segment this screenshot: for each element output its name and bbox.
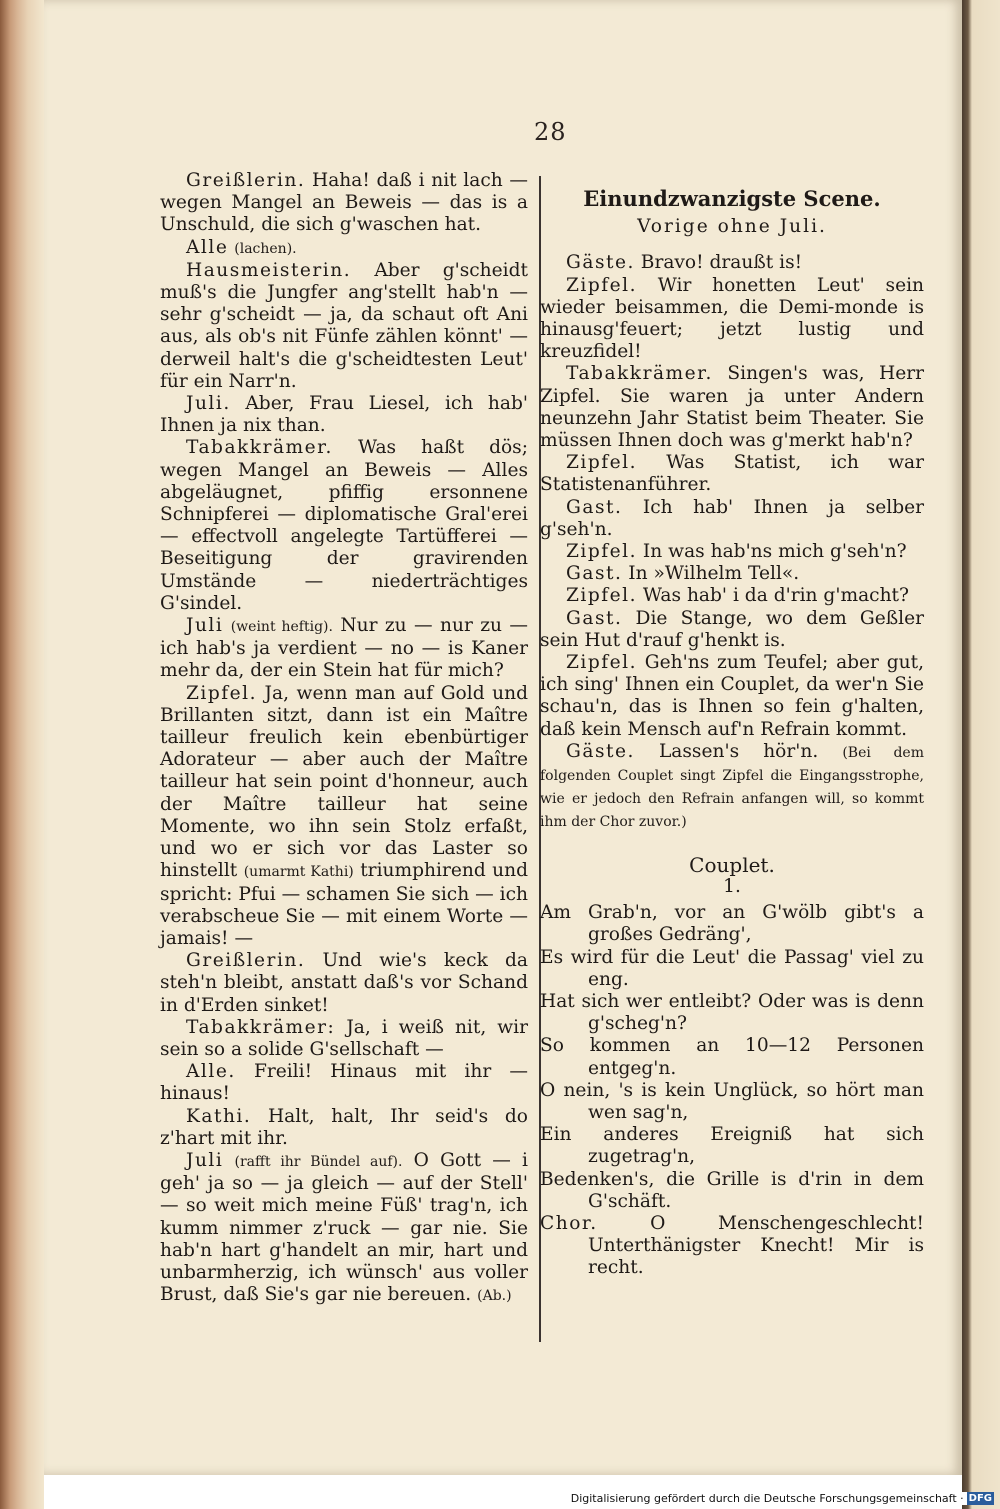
page-number: 28: [534, 118, 567, 146]
chorus-line: [540, 1213, 924, 1280]
dialogue-line: [540, 652, 924, 741]
verse-line: Am Grab'n, vor an G'wölb gibt's a großes Gedräng',: [540, 902, 924, 946]
dialogue-line: [540, 252, 924, 274]
speaker-name: Hausmeisterin.: [186, 259, 352, 281]
speaker-name: Gäste.: [566, 252, 635, 274]
dialogue-line: [160, 170, 528, 237]
speaker-name: Greißlerin.: [186, 170, 306, 191]
stage-direction: (Ab.): [477, 1288, 512, 1305]
dialogue-text: Halt, halt, Ihr seid's do z'hart mit ihr.: [160, 1105, 528, 1149]
verse-number: 1.: [723, 875, 741, 897]
dialogue-line: [540, 497, 924, 541]
verse-line: Ein anderes Ereigniß hat sich zugetrag'n,: [540, 1124, 924, 1168]
dialogue-line: [160, 1106, 528, 1150]
dialogue-line: [160, 393, 528, 437]
dialogue-text: Was hab' i da d'rin g'macht?: [637, 585, 909, 607]
speaker-name: Gäste.: [566, 740, 635, 762]
dialogue-text: Freili! Hinaus mit ihr — hinaus!: [160, 1061, 528, 1105]
speaker-name: Juli.: [186, 393, 231, 415]
speaker-name: Tabakkrämer.: [186, 437, 333, 459]
book-edge-left: [0, 0, 44, 1509]
dialogue-line: [160, 260, 528, 393]
dialogue-text: In was hab'ns mich g'seh'n?: [637, 541, 907, 563]
speaker-name: Zipfel.: [186, 682, 258, 704]
stage-direction: (umarmt Kathi): [243, 864, 354, 881]
dialogue-text: Bravo! draußt is!: [634, 252, 803, 274]
dialogue-text: Nur zu — nur zu — ich hab's ja verdient — no — is Kaner mehr da, der ein Stein hat für mich?: [160, 615, 528, 682]
speaker-name: Zipfel.: [566, 652, 638, 674]
dialogue-text: Und wie's keck da steh'n bleibt, anstatt daß's vor Schand in d'Erden sinket!: [160, 950, 528, 1016]
dialogue-line: [540, 452, 924, 496]
dialogue-line: [540, 585, 924, 607]
speaker-name: Greißlerin.: [186, 950, 306, 972]
dialogue-line: [540, 275, 924, 364]
speaker-name: Gast.: [566, 607, 623, 629]
speaker-name: Alle.: [186, 1061, 236, 1083]
speaker-name: Zipfel.: [566, 452, 638, 474]
dialogue-line: [160, 1017, 528, 1061]
dialogue-line: [160, 1150, 528, 1307]
verse-line: So kommen an 10—12 Personen entgeg'n.: [540, 1035, 924, 1079]
verse-line: Hat sich wer entleibt? Oder was is denn g'scheg'n?: [540, 990, 924, 1035]
speaker-name: Alle: [186, 236, 229, 258]
dialogue-text: Haha! daß i nit lach — wegen Mangel an Beweis — das is a Unschuld, die sich g'waschen hat.: [160, 170, 528, 236]
speaker-name: Zipfel.: [566, 274, 638, 296]
dialogue-line: [160, 237, 528, 260]
book-edge-right: [962, 0, 1000, 1509]
dialogue-text: Aber g'scheidt muß's die Jungfer ang'stellt hab'n — sehr g'scheidt — ja, da schaut oft Ani aus, als ob's nit Fünfe zählen könnt' — derweil halt's die g'scheidtesten Leut' für ein Narr'n.: [160, 259, 528, 392]
dialogue-line: [160, 950, 528, 1017]
speaker-name: Tabakkrämer.: [566, 363, 713, 385]
dialogue-line: [160, 1061, 528, 1105]
dialogue-text: Die Stange, wo dem Geßler sein Hut d'rauf g'henkt is.: [540, 607, 924, 651]
speaker-name: Gast.: [566, 496, 623, 518]
dialogue-line: [160, 437, 528, 615]
digitization-footer: [571, 1492, 994, 1505]
cast-line: Vorige ohne Juli.: [637, 216, 827, 238]
verse-line: Bedenken's, die Grille is d'rin in dem G'schäft.: [540, 1168, 924, 1212]
dialogue-text: Was Statist, ich war Statistenanführer.: [540, 452, 924, 496]
dialogue-text: Wir honetten Leut' sein wieder beisammen, die Demi-monde is hinausg'feuert; jetzt lustig und kreuzfidel!: [540, 274, 924, 363]
stage-direction: (lachen).: [234, 240, 297, 257]
dialogue-line: [540, 563, 924, 585]
dialogue-line: [540, 608, 924, 652]
stage-direction: (Bei dem folgenden Couplet singt Zipfel die Eingangsstrophe, wie er jedoch den Refrain anfangen will, so kommt ihm der Chor zuvor.): [540, 744, 924, 831]
speaker-name: Zipfel.: [566, 585, 638, 607]
right-column: [540, 170, 924, 1280]
dialogue-text: triumphirend und spricht: Pfui — schamen Sie sich — ich verabscheue Sie — mit einem Worte — jamais! —: [160, 860, 528, 949]
scene-title: Einundzwanzigste Scene.: [583, 186, 881, 211]
dialogue-text: O Gott — i geh' ja so — ja gleich — auf der Stell' — so weit mich meine Füß' trag'n, ich kumm nimmer z'ruck — gar nie. Sie hab'n hart g'handelt an mir, hart und unbarmherzig, ich wünsch' aus voller Brust, daß Sie's gar nie bereuen.: [160, 1149, 528, 1306]
dialogue-text: Singen's was, Herr Zipfel. Sie waren ja unter Andern neunzehn Jahr Statist beim Theater. Sie müssen Ihnen doch was g'merkt hab'n?: [540, 363, 924, 452]
dialogue-line: [540, 363, 924, 452]
speaker-name: Gast.: [566, 563, 623, 585]
footer-text: Digitalisierung gefördert durch die Deutsche Forschungsgemeinschaft ·: [570, 1492, 964, 1505]
dialogue-text: In »Wilhelm Tell«.: [622, 563, 800, 585]
left-column: [160, 170, 528, 1307]
dialogue-text: Lassen's hör'n.: [634, 740, 843, 762]
dialogue-text: Ja, wenn man auf Gold und Brillanten sitzt, dann ist ein Maître tailleur freulich kein ebenbürtiger Adorateur — aber auch der Maître tailleur hat sein point d'honneur, auch der Maître tailleur hat seine Momente, wo ihn sein Stolz erfaßt, und wo er sich vor das Laster so hinstellt: [160, 682, 528, 882]
dialogue-text: Ich hab' Ihnen ja selber g'seh'n.: [540, 496, 924, 540]
dialogue-text: Ja, i weiß nit, wir sein so a solide G'sellschaft —: [160, 1016, 528, 1060]
dfg-logo: DFG: [968, 1493, 992, 1504]
speaker-name: Kathi.: [186, 1105, 252, 1127]
stage-direction: (rafft ihr Bündel auf).: [234, 1153, 403, 1170]
dialogue-text: O Menschengeschlecht! Unterthänigster Knecht! Mir is recht.: [588, 1212, 924, 1279]
speaker-name: Zipfel.: [566, 541, 638, 563]
dialogue-line: [160, 683, 528, 950]
dialogue-text: Was haßt dös; wegen Mangel an Beweis — Alles abgeläugnet, pfiffig ersonnene Schnipferei — diplomatische Gral'erei — effectvoll angelegte Tartüfferei — Beseitigung der gravirenden Umstände — niederträchtiges G'sindel.: [160, 437, 528, 614]
speaker-name: Juli: [186, 1149, 224, 1171]
dialogue-line: [160, 615, 528, 683]
dialogue-line: [540, 541, 924, 563]
dialogue-line: [540, 741, 924, 834]
dialogue-text: Aber, Frau Liesel, ich hab' Ihnen ja nix than.: [160, 393, 528, 437]
verse-line: O nein, 's is kein Unglück, so hört man wen sag'n,: [540, 1079, 924, 1123]
stage-direction: (weint heftig).: [230, 619, 333, 636]
speaker-name: Tabakkrämer:: [186, 1016, 336, 1038]
speaker-name: Juli: [186, 615, 224, 637]
song-title: Couplet.: [689, 852, 775, 877]
verse-line: Es wird für die Leut' die Passag' viel zu eng.: [540, 946, 924, 990]
speaker-name: Chor.: [540, 1212, 598, 1234]
dialogue-text: Geh'ns zum Teufel; aber gut, ich sing' Ihnen ein Couplet, da wer'n Sie schau'n, das is Ihnen so fein g'halten, daß kein Mensch auf'n Refrain kommt.: [540, 652, 924, 740]
